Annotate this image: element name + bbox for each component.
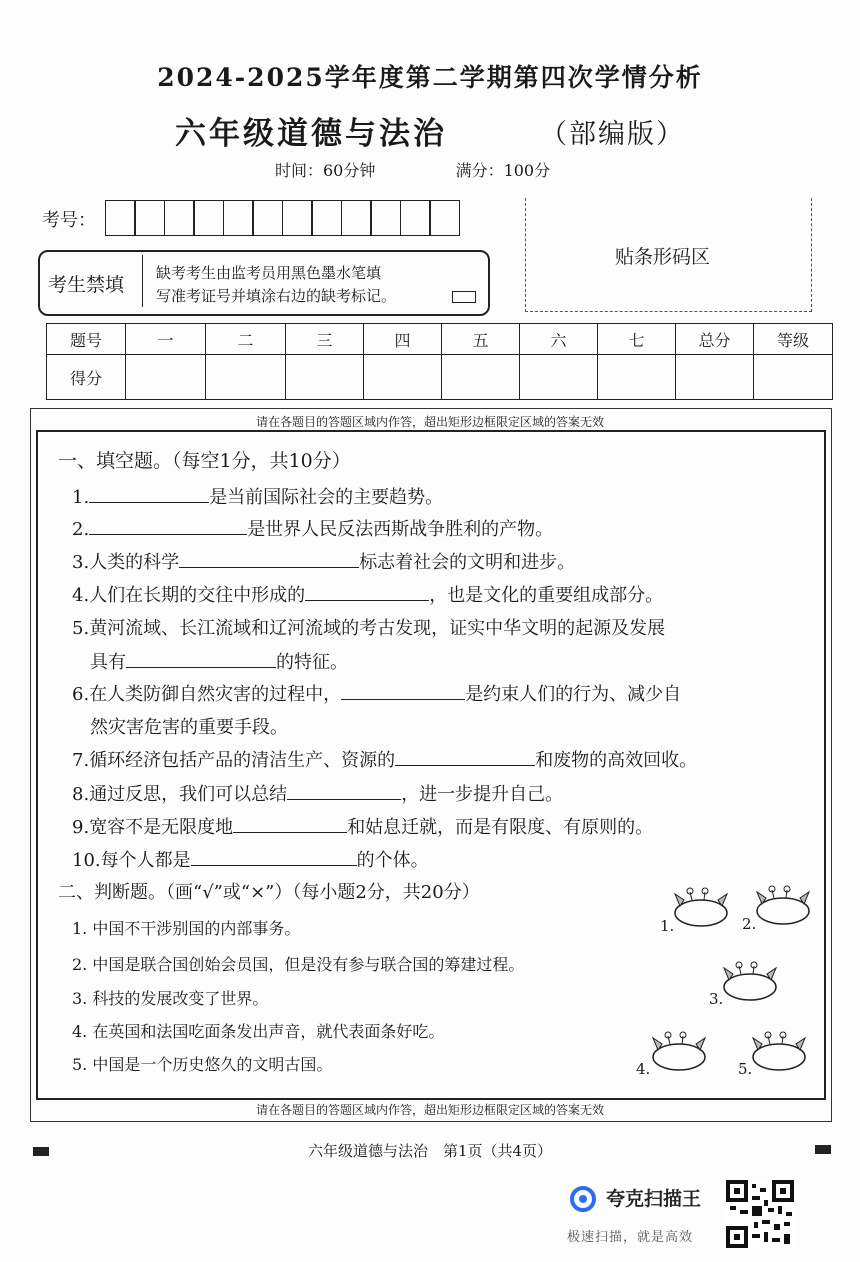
question-number: 5. xyxy=(72,618,90,639)
question-text-before: 循环经济包括产品的清洁生产、资源的 xyxy=(89,750,396,771)
answer-area-notice-bottom: 请在各题目的答题区域内作答，超出矩形边框限定区域的答案无效 xyxy=(255,1103,604,1117)
score-cell[interactable] xyxy=(364,355,442,400)
answer-blank[interactable] xyxy=(89,484,209,503)
fill-question-4 xyxy=(72,581,663,607)
full-score-text: 满分：100分 xyxy=(455,161,551,180)
fill-question-3 xyxy=(72,548,575,574)
exam-number-boxes[interactable] xyxy=(106,200,460,236)
crab-answer-label: 2. xyxy=(742,915,757,933)
table-header: 总分 xyxy=(676,324,754,355)
table-header: 一 xyxy=(126,324,206,355)
question-text-after: 是约束人们的行为、减少自 xyxy=(465,684,682,705)
forbidden-label: 考生禁填 xyxy=(48,274,125,296)
question-number: 10. xyxy=(72,850,101,871)
qr-code-icon xyxy=(726,1180,794,1248)
exam-number-digit-box[interactable] xyxy=(400,200,431,236)
forbidden-divider xyxy=(142,255,143,307)
table-header: 七 xyxy=(598,324,676,355)
crab-answer-label: 4. xyxy=(636,1060,651,1078)
question-number: 4. xyxy=(72,585,90,606)
exam-number-digit-box[interactable] xyxy=(252,200,283,236)
fill-question-1 xyxy=(72,483,443,509)
answer-blank[interactable] xyxy=(191,847,357,866)
fill-question-8 xyxy=(72,780,563,806)
exam-number-label: 考号： xyxy=(42,210,96,231)
answer-blank[interactable] xyxy=(341,681,465,700)
answer-blank[interactable] xyxy=(89,516,247,535)
question-number: 7. xyxy=(72,750,90,771)
crab-answer-label: 3. xyxy=(709,990,724,1008)
score-cell[interactable] xyxy=(598,355,676,400)
answer-blank[interactable] xyxy=(179,549,359,568)
question-number: 2. xyxy=(72,519,90,540)
crab-answer-bubble-icon[interactable] xyxy=(672,886,730,928)
question-text-after: ，也是文化的重要组成部分。 xyxy=(429,585,664,606)
exam-title: 2024-2025学年度第二学期第四次学情分析 xyxy=(157,63,703,92)
question-text-after: 和废物的高效回收。 xyxy=(535,750,698,771)
question-text-after: 的个体。 xyxy=(356,850,429,871)
answer-blank[interactable] xyxy=(305,582,429,601)
score-table xyxy=(46,323,833,400)
crab-answer-bubble-icon[interactable] xyxy=(650,1030,708,1072)
fill-question-6-continued: 然灾害危害的重要手段。 xyxy=(90,717,288,738)
answer-blank[interactable] xyxy=(287,781,401,800)
question-number: 6. xyxy=(72,684,90,705)
exam-number-digit-box[interactable] xyxy=(341,200,372,236)
question-number: 9. xyxy=(72,817,90,838)
score-cell[interactable] xyxy=(676,355,754,400)
answer-area-notice-top: 请在各题目的答题区域内作答，超出矩形边框限定区域的答案无效 xyxy=(255,415,604,429)
scanner-slogan: 极速扫描，就是高效 xyxy=(567,1230,694,1245)
exam-number-digit-box[interactable] xyxy=(134,200,165,236)
question-number: 8. xyxy=(72,784,90,805)
score-table-score-row xyxy=(47,355,833,400)
fill-question-5 xyxy=(72,614,665,640)
section1-title: 一、填空题。（每空1分，共10分） xyxy=(58,450,351,472)
score-cell[interactable] xyxy=(126,355,206,400)
question-text-after: 标志着社会的文明和进步。 xyxy=(359,552,576,573)
crab-answer-bubble-icon[interactable] xyxy=(750,1030,808,1072)
question-text-before: 人类的科学 xyxy=(89,552,180,573)
scanner-brand-name: 夸克扫描王 xyxy=(606,1188,702,1210)
table-header: 六 xyxy=(520,324,598,355)
fill-question-10 xyxy=(72,846,429,872)
question-text-before: 通过反思，我们可以总结 xyxy=(89,784,288,805)
answer-blank[interactable] xyxy=(395,747,535,766)
edition-label: （部编版） xyxy=(540,119,685,150)
crab-answer-label: 5. xyxy=(738,1060,753,1078)
fill-question-5-continued xyxy=(90,648,348,674)
answer-blank[interactable] xyxy=(233,814,347,833)
exam-number-digit-box[interactable] xyxy=(311,200,342,236)
score-cell[interactable] xyxy=(286,355,364,400)
exam-number-digit-box[interactable] xyxy=(164,200,195,236)
answer-blank[interactable] xyxy=(126,649,276,668)
question-text-before: 在人类防御自然灾害的过程中， xyxy=(89,684,342,705)
scanner-logo-icon xyxy=(568,1184,598,1214)
table-header: 四 xyxy=(364,324,442,355)
judge-question-5: 5. 中国是一个历史悠久的文明古国。 xyxy=(72,1055,333,1074)
table-header: 二 xyxy=(206,324,286,355)
exam-number-digit-box[interactable] xyxy=(282,200,313,236)
fill-question-7 xyxy=(72,746,697,772)
judge-question-2: 2. 中国是联合国创始会员国，但是没有参与联合国的筹建过程。 xyxy=(72,955,525,974)
time-text: 时间：60分钟 xyxy=(275,161,376,180)
table-header: 题号 xyxy=(47,324,126,355)
judge-question-1: 1. 中国不干涉别国的内部事务。 xyxy=(72,919,301,938)
question-text-before: 具有 xyxy=(90,652,126,673)
question-text-after: 是当前国际社会的主要趋势。 xyxy=(209,487,444,508)
table-header: 等级 xyxy=(754,324,833,355)
table-header: 五 xyxy=(442,324,520,355)
question-number: 3. xyxy=(72,552,90,573)
absent-mark-box[interactable] xyxy=(452,291,476,303)
table-header: 三 xyxy=(286,324,364,355)
section2-title: 二、判断题。（画“√”或“×”）（每小题2分，共20分） xyxy=(58,882,480,903)
score-row-label: 得分 xyxy=(47,355,126,400)
score-cell[interactable] xyxy=(206,355,286,400)
judge-question-4: 4. 在英国和法国吃面条发出声音，就代表面条好吃。 xyxy=(72,1022,445,1041)
forbidden-instruction-line1: 缺考考生由监考员用黑色墨水笔填 xyxy=(156,264,382,282)
exam-number-digit-box[interactable] xyxy=(429,200,460,236)
question-text-before: 每个人都是 xyxy=(100,850,191,871)
crab-answer-bubble-icon[interactable] xyxy=(754,884,812,926)
question-text-after: 和姑息迁就，而是有限度、有原则的。 xyxy=(347,817,654,838)
page-footer: 六年级道德与法治 第1页（共4页） xyxy=(307,1142,553,1160)
question-text-after: 是世界人民反法西斯战争胜利的产物。 xyxy=(247,519,554,540)
exam-number-digit-box[interactable] xyxy=(193,200,224,236)
judge-question-3: 3. 科技的发展改变了世界。 xyxy=(72,989,269,1008)
question-text-before: 黄河流域、长江流域和辽河流域的考古发现，证实中华文明的起源及发展 xyxy=(89,618,666,639)
time-score-line xyxy=(275,158,550,181)
forbidden-instruction-line2: 写准考证号并填涂右边的缺考标记。 xyxy=(156,287,397,305)
question-text-before: 宽容不是无限度地 xyxy=(89,817,234,838)
score-table-header-row xyxy=(47,324,833,355)
question-text-before: 人们在长期的交往中形成的 xyxy=(89,585,306,606)
barcode-zone-label: 贴条形码区 xyxy=(615,246,711,268)
crab-answer-bubble-icon[interactable] xyxy=(721,960,779,1002)
fill-question-9 xyxy=(72,813,653,839)
fill-question-2 xyxy=(72,515,553,541)
score-cell[interactable] xyxy=(520,355,598,400)
crab-answer-label: 1. xyxy=(660,917,675,935)
fill-question-6 xyxy=(72,680,681,706)
question-text-after: 的特征。 xyxy=(276,652,348,673)
exam-number-digit-box[interactable] xyxy=(223,200,254,236)
score-cell[interactable] xyxy=(442,355,520,400)
subject-title: 六年级道德与法治 xyxy=(175,116,447,152)
score-cell[interactable] xyxy=(754,355,833,400)
exam-number-digit-box[interactable] xyxy=(105,200,136,236)
exam-number-digit-box[interactable] xyxy=(370,200,401,236)
question-number: 1. xyxy=(72,487,90,508)
question-text-after: ，进一步提升自己。 xyxy=(401,784,564,805)
